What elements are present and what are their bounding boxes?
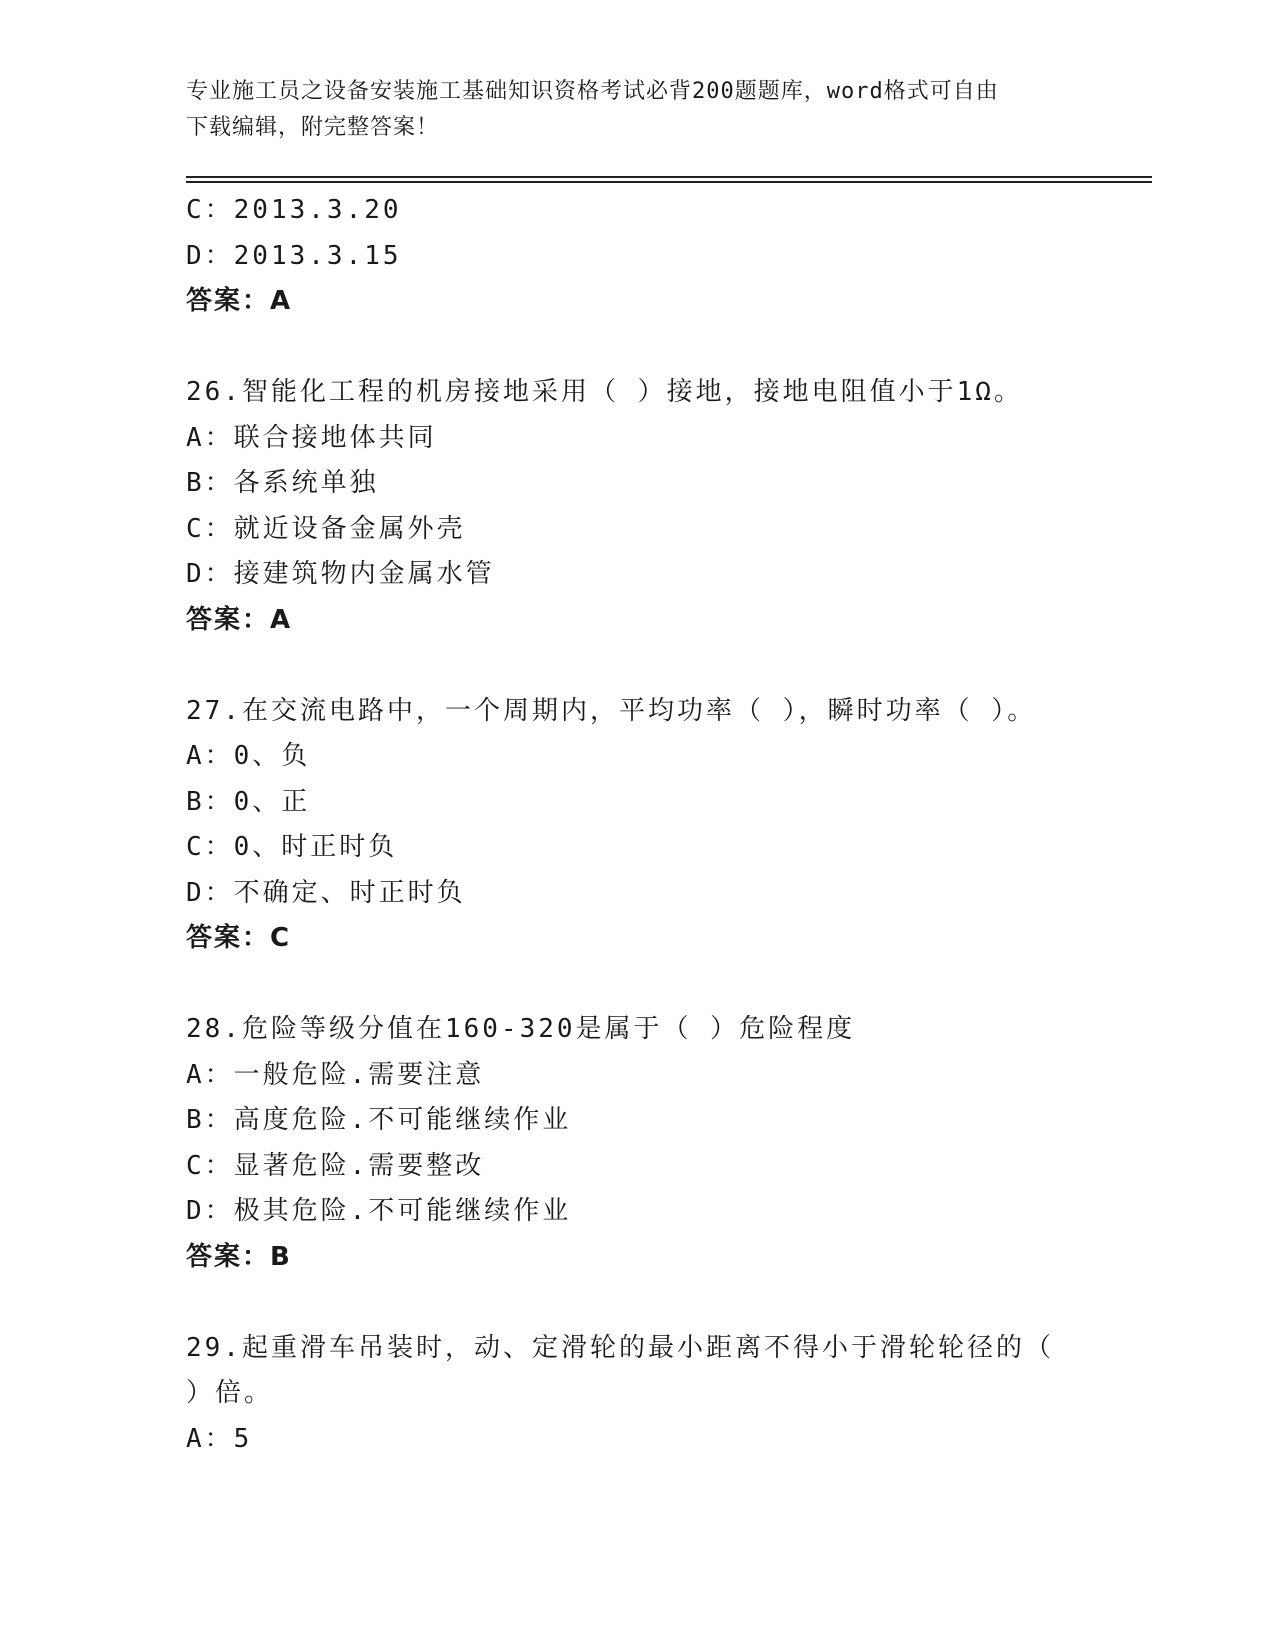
answer: 答案：C (186, 923, 292, 953)
answer: 答案：A (186, 604, 293, 635)
option-d: D：极其危险.不可能继续作业 (186, 1196, 572, 1226)
question-stem: 26.智能化工程的机房接地采用（ ）接地，接地电阻值小于1Ω。 (186, 377, 1023, 407)
option-d: D：不确定、时正时负 (186, 877, 466, 908)
option-c: C：显著危险.需要整改 (186, 1150, 485, 1181)
option-d: D：2013.3.15 (186, 240, 402, 271)
header-line-2: 下载编辑，附完整答案！ (186, 115, 440, 140)
option-b: B：0、正 (186, 786, 311, 817)
spacer (186, 962, 1086, 1008)
spacer (186, 325, 1086, 371)
question-25-continued (186, 188, 1086, 325)
question-list (186, 188, 1086, 1462)
question-stem: 28.危险等级分值在160-320是属于（ ）危险程度 (186, 1014, 856, 1044)
question-28 (186, 1007, 1086, 1280)
option-a: A：5 (186, 1423, 253, 1454)
spacer (186, 643, 1086, 689)
option-b: B：高度危险.不可能继续作业 (186, 1105, 572, 1135)
header-divider-top (186, 176, 1152, 178)
option-d: D：接建筑物内金属水管 (186, 559, 495, 589)
option-c: C：0、时正时负 (186, 832, 398, 862)
option-c: C：就近设备金属外壳 (186, 513, 466, 544)
question-29 (186, 1326, 1086, 1463)
question-26 (186, 370, 1086, 643)
header-line-1: 专业施工员之设备安装施工基础知识资格考试必背200题题库，word格式可自由 (186, 79, 999, 104)
option-b: B：各系统单独 (186, 468, 379, 498)
header-divider-bottom (186, 181, 1152, 183)
question-stem: 27.在交流电路中，一个周期内，平均功率（ ），瞬时功率（ ）。 (186, 695, 1037, 726)
question-stem: 29.起重滑车吊装时，动、定滑轮的最小距离不得小于滑轮轮径的（ (186, 1332, 1054, 1363)
question-27 (186, 689, 1086, 962)
spacer (186, 1280, 1086, 1326)
option-a: A：一般危险.需要注意 (186, 1059, 485, 1090)
document-header (186, 74, 1066, 146)
option-a: A：0、负 (186, 741, 311, 771)
option-c: C：2013.3.20 (186, 195, 402, 225)
answer: 答案：B (186, 1241, 292, 1272)
answer: 答案：A (186, 286, 293, 316)
option-a: A：联合接地体共同 (186, 422, 437, 453)
question-stem-continued: ）倍。 (186, 1378, 274, 1408)
